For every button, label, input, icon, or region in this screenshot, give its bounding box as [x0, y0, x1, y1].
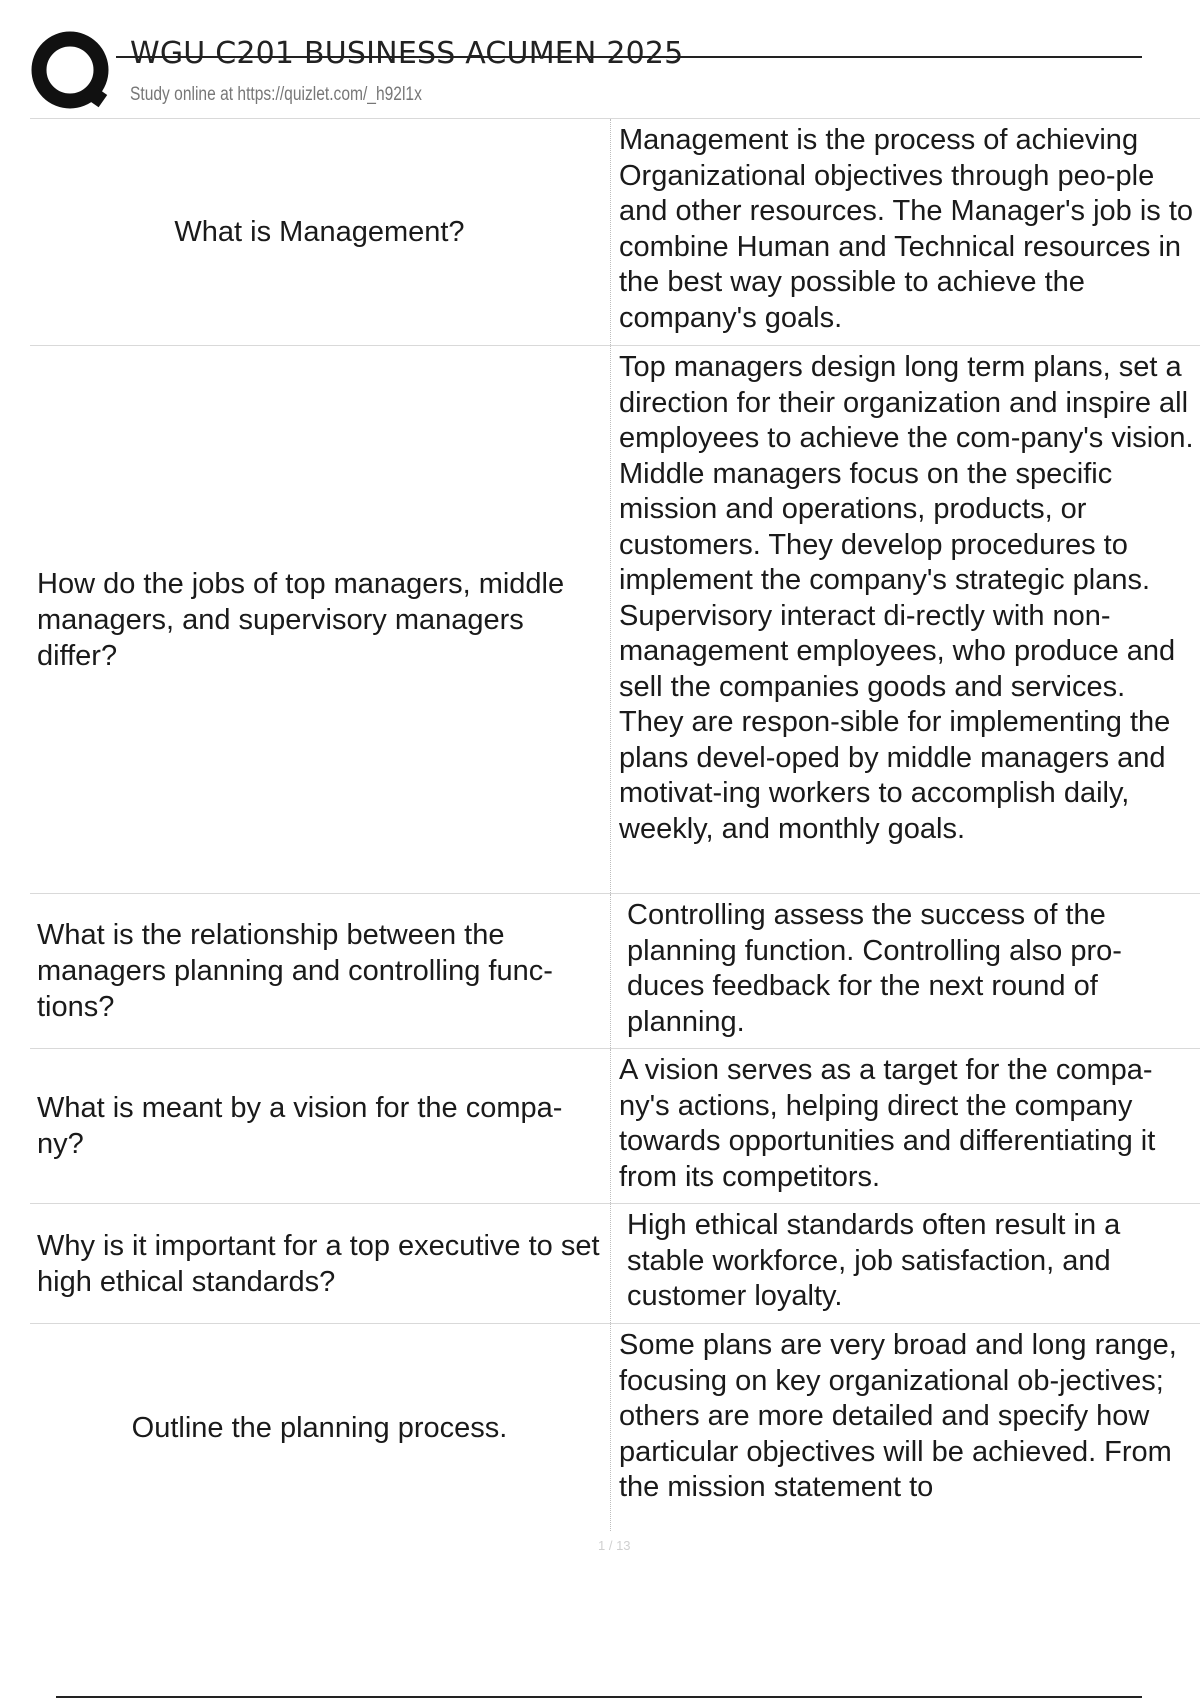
card-term: How do the jobs of top managers, middle managers, and supervisory managers differ?: [37, 567, 565, 672]
flashcard: [30, 1203, 1200, 1323]
flashcard: [30, 1323, 1200, 1531]
flashcard: [30, 1048, 1200, 1203]
card-definition: Controlling assess the success of the planning function. Controlling also pro-duces feedback for the next round of planning.: [610, 894, 1200, 1048]
study-online-link[interactable]: Study online at https://quizlet.com/_h92l1x: [130, 84, 422, 105]
card-term: Outline the planning process.: [131, 1411, 508, 1444]
card-term: Why is it important for a top executive to set high ethical standards?: [37, 1229, 600, 1298]
card-definition: Some plans are very broad and long range, focusing on key organizational ob-jectives; others are more detailed and specify how particular objectives will be achieved. From the mission statement to: [610, 1324, 1200, 1531]
flashcard: [30, 893, 1200, 1048]
flashcard-list: [30, 118, 1200, 1531]
card-term: What is meant by a vision for the compa-ny?: [37, 1092, 563, 1160]
flashcard: [30, 118, 1200, 345]
flashcard: [30, 345, 1200, 893]
title-rule: [116, 56, 1142, 58]
card-definition: A vision serves as a target for the compa-ny's actions, helping direct the company towards opportunities and differentiating it from its competitors.: [610, 1049, 1200, 1203]
card-term: What is Management?: [174, 216, 465, 248]
card-definition: High ethical standards often result in a stable workforce, job satisfaction, and customer loyalty.: [610, 1204, 1200, 1323]
page-number: 1 / 13: [598, 1538, 631, 1553]
document-title: WGU C201 BUSINESS ACUMEN 2025: [130, 36, 684, 71]
quizlet-q-logo-icon: [30, 30, 110, 110]
card-term: What is the relationship between the managers planning and controlling func-tions?: [37, 919, 553, 1023]
card-definition: Top managers design long term plans, set a direction for their organization and inspire all employees to achieve the com-pany's vision. Middle managers focus on the specific mission and operations, products, or customers. They develop procedures to implement the company's strategic plans. Supervisory interact di-rectly with non-management employees, who produce and sell the companies goods and services. They are respon-sible for implementing the plans devel-oped by middle managers and motivat-ing workers to accomplish daily, weekly, and monthly goals.: [610, 346, 1200, 893]
card-definition: Management is the process of achieving Organizational objectives through peo-ple and other resources. The Manager's job is to combine Human and Technical resources in the best way possible to achieve the company's goals.: [610, 119, 1200, 345]
bottom-rule: [56, 1696, 1142, 1698]
